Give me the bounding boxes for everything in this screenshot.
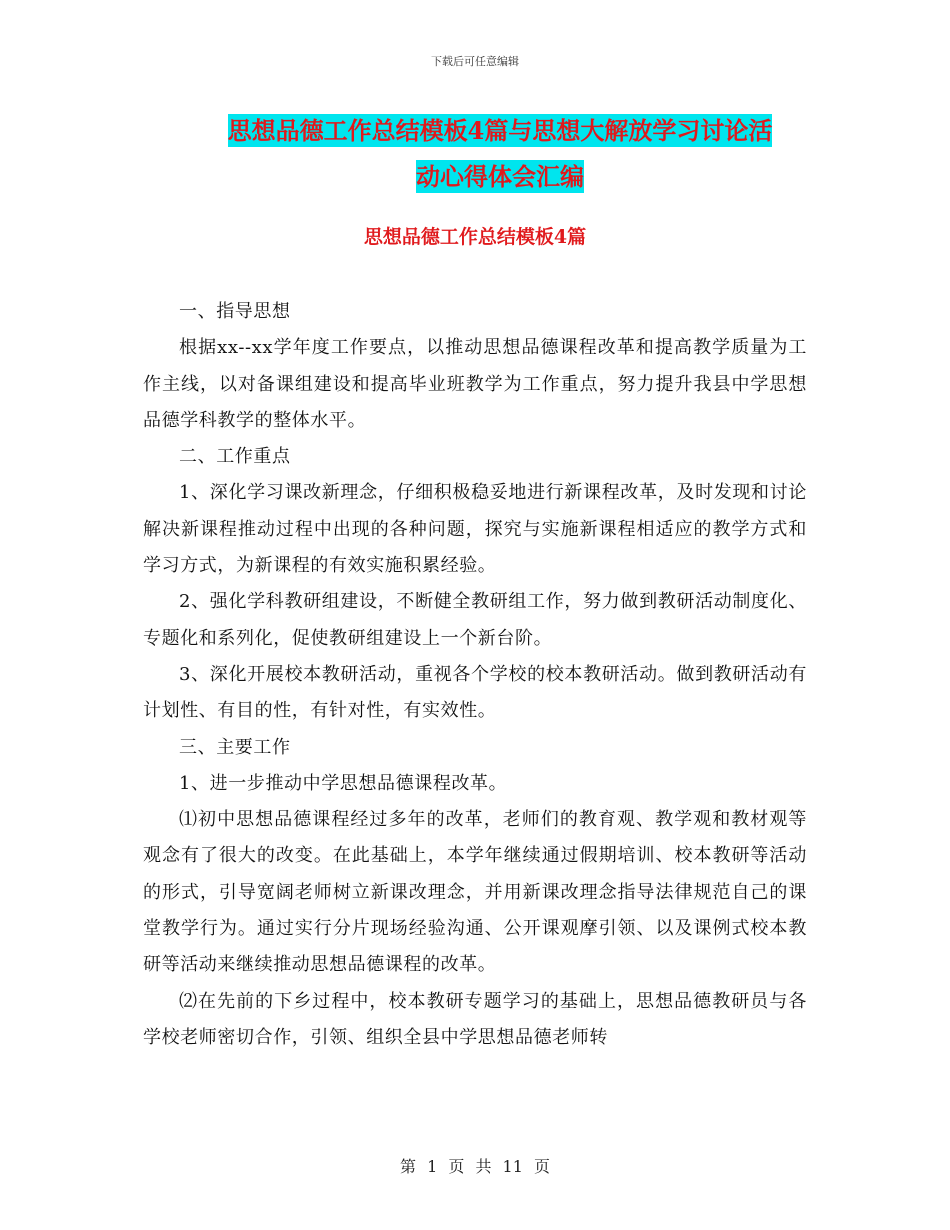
paragraph: ⑵在先前的下乡过程中，校本教研专题学习的基础上，思想品德教研员与各学校老师密切合作，引领、组织全县中学思想品德老师转 xyxy=(143,990,807,1048)
document-title xyxy=(140,108,860,200)
paragraph: 2、强化学科教研组建设，不断健全教研组工作，努力做到教研活动制度化、专题化和系列化，促使教研组建设上一个新台阶。 xyxy=(143,591,807,649)
document-title-line-2: 动心得体会汇编 xyxy=(416,162,584,191)
paragraph: 3、深化开展校本教研活动，重视各个学校的校本教研活动。做到教研活动有计划性、有目的性，有针对性，有实效性。 xyxy=(143,663,807,722)
paragraph: 1、深化学习课改新理念，仔细积极稳妥地进行新课程改革，及时发现和讨论解决新课程推动过程中出现的各种问题，探究与实施新课程相适应的教学方式和学习方式，为新课程的有效实施积累经验。 xyxy=(143,482,807,577)
document-title-line-1: 思想品德工作总结模板4篇与思想大解放学习讨论活 xyxy=(227,116,773,145)
paragraph: 根据xx--xx学年度工作要点，以推动思想品德课程改革和提高教学质量为工作主线，以对备课组建设和提高毕业班教学为工作重点，努力提升我县中学思想品德学科教学的整体水平。 xyxy=(143,337,807,431)
page-header-note: 下载后可任意编辑 xyxy=(431,55,519,68)
heading-main-work: 三、主要工作 xyxy=(179,736,291,758)
paragraph: 1、进一步推动中学思想品德课程改革。 xyxy=(179,772,508,794)
paragraph: ⑴初中思想品德课程经过多年的改革，老师们的教育观、教学观和教材观等观念有了很大的改变。在此基础上，本学年继续通过假期培训、校本教研等活动的形式，引导宽阔老师树立新课改理念，并用新课改理念指导法律规范自己的课堂教学行为。通过实行分片现场经验沟通、公开课观摩引领、以及课例式校本教研等活动来继续推动思想品德课程的改革。 xyxy=(143,809,807,976)
heading-guiding-ideology: 一、指导思想 xyxy=(179,301,291,322)
heading-work-focus: 二、工作重点 xyxy=(179,446,291,468)
section-title: 思想品德工作总结模板4篇 xyxy=(363,226,587,248)
document-body xyxy=(143,294,807,1056)
page-number: 第 1 页 共 11 页 xyxy=(400,1157,550,1176)
